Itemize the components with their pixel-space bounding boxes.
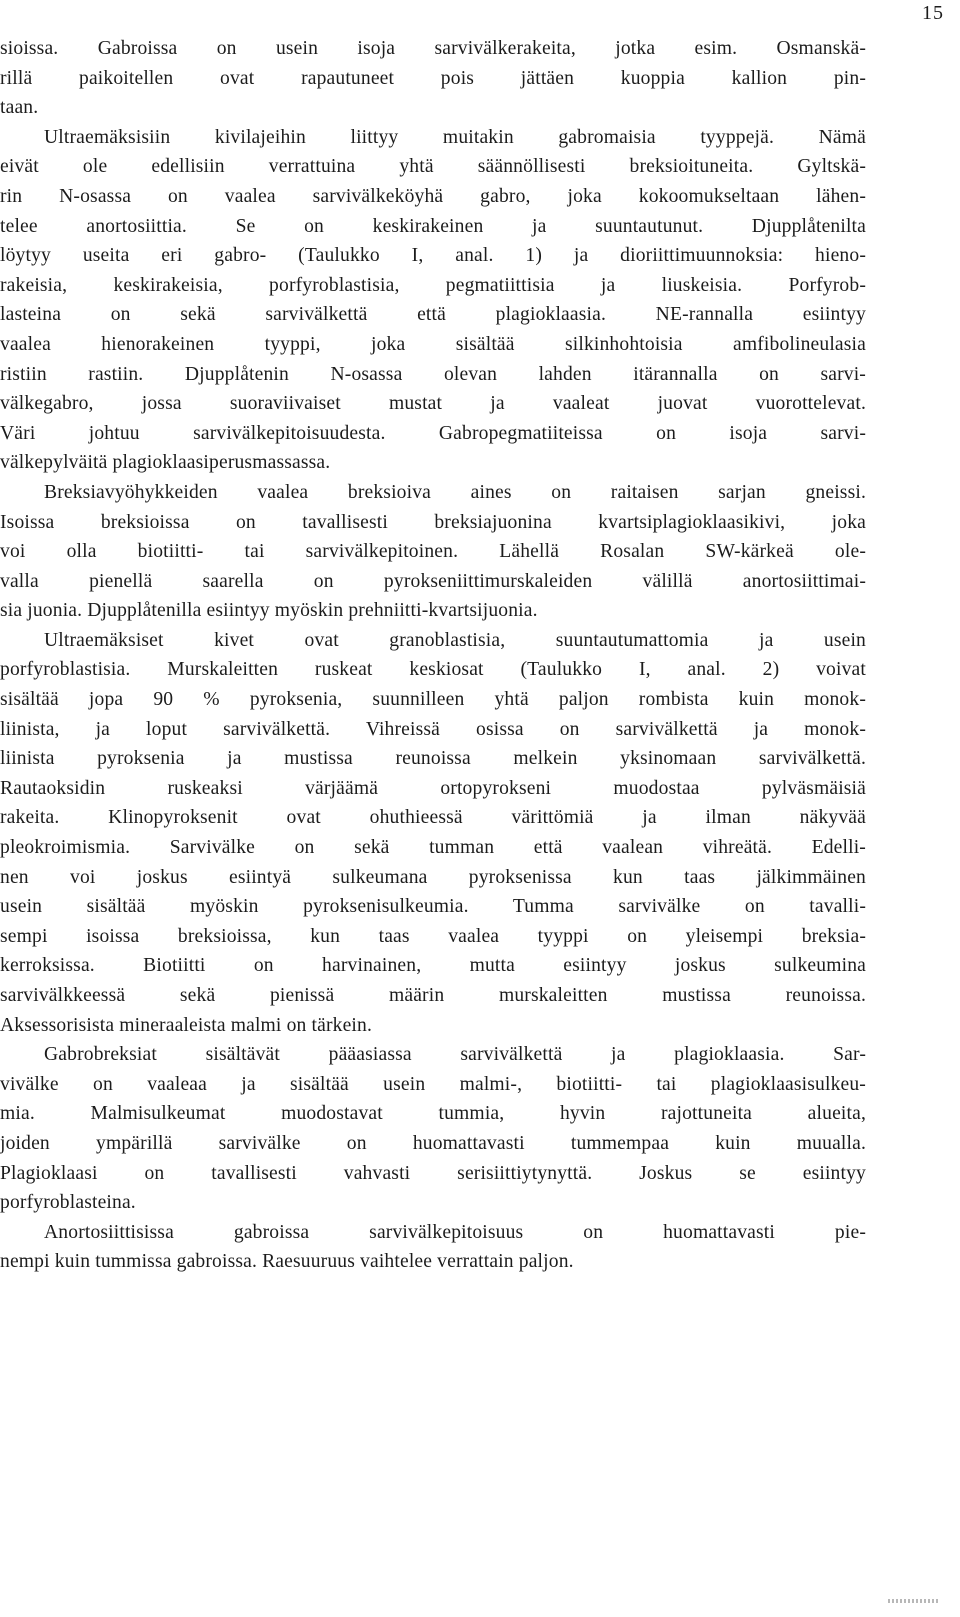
- text-line: välkegabro, jossa suoraviivaiset mustat ja vaaleat juovat vuorottelevat.: [0, 393, 866, 415]
- text-line: joiden ympärillä sarvivälke on huomattavasti tummempaa kuin muualla.: [0, 1132, 866, 1154]
- scan-artifact-mark: [888, 1599, 938, 1603]
- text-line: Ultraemäksisiin kivilajeihin liittyy muitakin gabromaisia tyyppejä. Nämä: [44, 126, 866, 148]
- text-line: telee anortosiittia. Se on keskirakeinen ja suuntautunut. Djupplåtenilta: [0, 215, 866, 237]
- text-line: löytyy useita eri gabro- (Taulukko I, anal. 1) ja dioriittimuunnoksia: hieno-: [0, 245, 866, 267]
- text-body: [0, 34, 866, 1277]
- text-line: Plagioklaasi on tavallisesti vahvasti serisiittiytynyttä. Joskus se esiintyy: [0, 1162, 866, 1184]
- text-line: porfyroblasteina.: [0, 1192, 136, 1214]
- paragraph: [0, 626, 866, 1040]
- text-line: valla pienellä saarella on pyrokseniittimurskaleiden välillä anortosiittimai-: [0, 570, 866, 592]
- text-line: vaalea hienorakeinen tyyppi, joka sisältää silkinhohtoisia amfibolineulasia: [0, 333, 866, 355]
- text-line: Väri johtuu sarvivälkepitoisuudesta. Gabropegmatiiteissa on isoja sarvi-: [0, 422, 866, 444]
- text-line: nempi kuin tummissa gabroissa. Raesuuruus vaihtelee verrattain paljon.: [0, 1251, 574, 1273]
- text-line: kerroksissa. Biotiitti on harvinainen, mutta esiintyy joskus sulkeumina: [0, 955, 866, 977]
- text-line: vivälke on vaaleaa ja sisältää usein malmi-, biotiitti- tai plagioklaasisulkeu-: [0, 1073, 866, 1095]
- text-line: Aksessorisista mineraaleista malmi on tärkein.: [0, 1014, 373, 1036]
- text-line: sisältää jopa 90 % pyroksenia, suunnilleen yhtä paljon rombista kuin monok-: [0, 689, 866, 711]
- text-line: Rautaoksidin ruskeaksi värjäämä ortopyrokseni muodostaa pylväsmäisiä: [0, 777, 866, 799]
- page-number: 15: [922, 2, 944, 24]
- text-line: eivät ole edellisiin verrattuina yhtä säännöllisesti breksioituneita. Gyltskä-: [0, 156, 866, 178]
- text-line: rin N-osassa on vaalea sarvivälkeköyhä gabro, joka kokoomukseltaan lähen-: [0, 185, 866, 207]
- text-line: rakeita. Klinopyroksenit ovat ohuthieessä värittömiä ja ilman näkyvää: [0, 807, 866, 829]
- text-line: Ultraemäksiset kivet ovat granoblastisia, suuntautumattomia ja usein: [44, 629, 866, 651]
- text-line: Isoissa breksioissa on tavallisesti breksiajuonina kvartsiplagioklaasikivi, joka: [0, 511, 866, 533]
- text-line: taan.: [0, 97, 39, 119]
- text-line: Breksiavyöhykkeiden vaalea breksioiva aines on raitaisen sarjan gneissi.: [44, 481, 866, 503]
- text-line: sempi isoissa breksioissa, kun taas vaalea tyyppi on yleisempi breksia-: [0, 925, 866, 947]
- text-line: usein sisältää myöskin pyroksenisulkeumia. Tumma sarvivälke on tavalli-: [0, 896, 866, 918]
- text-line: lasteina on sekä sarvivälkettä että plagioklaasia. NE-rannalla esiintyy: [0, 304, 866, 326]
- text-line: sia juonia. Djupplåtenilla esiintyy myöskin prehniitti-kvartsijuonia.: [0, 600, 538, 622]
- text-line: rillä paikoitellen ovat rapautuneet pois jättäen kuoppia kallion pin-: [0, 67, 866, 89]
- text-line: rakeisia, keskirakeisia, porfyroblastisia, pegmatiittisia ja liuskeisia. Porfyrob-: [0, 274, 866, 296]
- text-line: nen voi joskus esiintyä sulkeumana pyroksenissa kun taas jälkimmäinen: [0, 866, 866, 888]
- paragraph: [0, 478, 866, 626]
- paragraph: [0, 34, 866, 123]
- text-line: porfyroblastisia. Murskaleitten ruskeat keskiosat (Taulukko I, anal. 2) voivat: [0, 659, 866, 681]
- text-line: sarvivälkkeessä sekä pienissä määrin murskaleitten mustissa reunoissa.: [0, 985, 866, 1006]
- paragraph: [0, 1040, 866, 1218]
- text-line: pleokroimismia. Sarvivälke on sekä tumman että vaalean vihreätä. Edelli-: [0, 837, 866, 859]
- text-line: voi olla biotiitti- tai sarvivälkepitoinen. Lähellä Rosalan SW-kärkeä ole-: [0, 541, 866, 563]
- paragraph: [0, 123, 866, 478]
- text-line: välkepylväitä plagioklaasiperusmassassa.: [0, 452, 331, 474]
- text-line: liinista pyroksenia ja mustissa reunoissa melkein yksinomaan sarvivälkettä.: [0, 748, 866, 770]
- paragraph: [0, 1218, 866, 1277]
- text-line: mia. Malmisulkeumat muodostavat tummia, hyvin rajottuneita alueita,: [0, 1103, 866, 1125]
- text-line: Anortosiittisissa gabroissa sarvivälkepitoisuus on huomattavasti pie-: [44, 1221, 866, 1243]
- text-line: liinista, ja loput sarvivälkettä. Vihreissä osissa on sarvivälkettä ja monok-: [0, 718, 866, 740]
- text-line: Gabrobreksiat sisältävät pääasiassa sarvivälkettä ja plagioklaasia. Sar-: [44, 1044, 866, 1066]
- text-line: ristiin rastiin. Djupplåtenin N-osassa olevan lahden itärannalla on sarvi-: [0, 363, 866, 385]
- text-line: sioissa. Gabroissa on usein isoja sarvivälkerakeita, jotka esim. Osmanskä-: [0, 38, 866, 59]
